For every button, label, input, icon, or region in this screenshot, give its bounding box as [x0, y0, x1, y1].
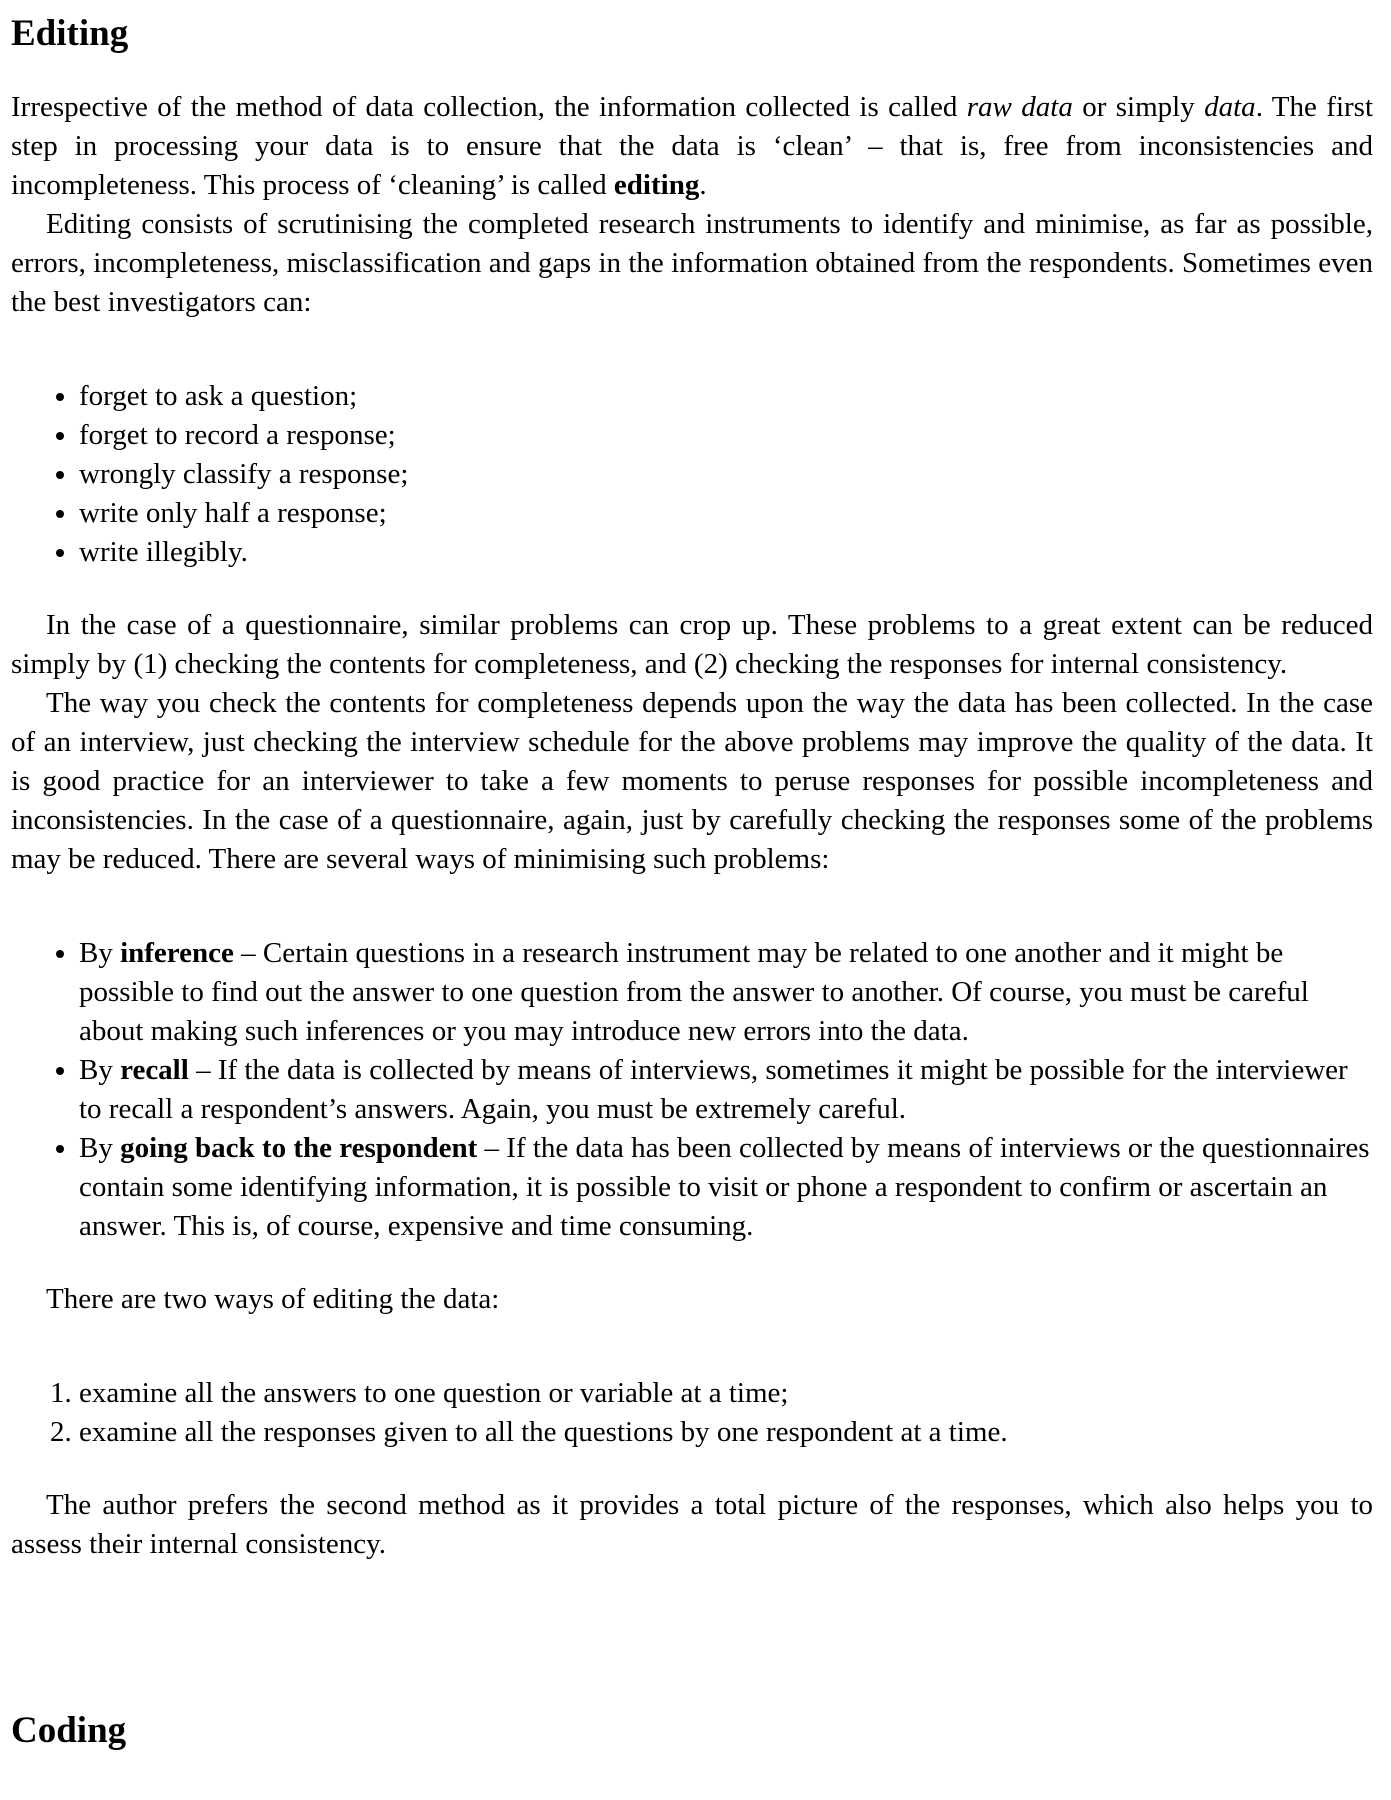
list-item: • forget to ask a question;	[79, 377, 1373, 416]
paragraph-two-ways: There are two ways of editing the data:	[46, 1283, 500, 1315]
term-data: data	[1204, 91, 1256, 123]
paragraph-raw-data	[11, 88, 1373, 205]
text: or simply	[1072, 91, 1205, 123]
term: recall	[120, 1054, 189, 1086]
problems-list	[11, 377, 1373, 572]
term-raw-data: raw data	[966, 91, 1073, 123]
text: – If the data has been collected by means of interviews or the questionnaires contain some identifying information, it is possible to visit or phone a respondent to confirm or ascertain an answer. This is, of course, expensive and time consuming.	[79, 1132, 1370, 1242]
list-item: • wrongly classify a response;	[79, 455, 1373, 494]
text: .	[699, 169, 707, 201]
list-item-going-back	[79, 1129, 1373, 1246]
editing-body	[11, 88, 1373, 1564]
methods-list	[11, 934, 1373, 1246]
text: By	[79, 1132, 121, 1164]
list-item: • forget to record a response;	[79, 416, 1373, 455]
text: – Certain questions in a research instrument may be related to one another and it might be possible to find out the answer to one question from the answer to another. Of course, you must be careful about making such inferences or you may introduce new errors into the data.	[79, 937, 1309, 1047]
text: By	[79, 937, 121, 969]
list-item-inference	[79, 934, 1373, 1051]
section-heading-coding: Coding	[11, 1710, 127, 1751]
text: . The first step in processing your data is to ensure that the data is ‘clean’ – that is, free from inconsistencies and incompleteness. This process of ‘cleaning’ is called	[11, 91, 1373, 201]
paragraph-completeness: The way you check the contents for completeness depends upon the way the data has been collected. In the case of an interview, just checking the interview schedule for the above problems may improve the quality of the data. It is good practice for an interviewer to take a few moments to peruse responses for possible incompleteness and inconsistencies. In the case of a questionnaire, again, just by carefully checking the responses some of the problems may be reduced. There are several ways of minimising such problems:	[11, 687, 1373, 875]
paragraph-author-prefers: The author prefers the second method as it provides a total picture of the responses, which also helps you to assess their internal consistency.	[11, 1489, 1373, 1560]
term-editing: editing	[613, 169, 700, 201]
text: – If the data is collected by means of interviews, sometimes it might be possible for the interviewer to recall a respondent’s answers. Again, you must be extremely careful.	[79, 1054, 1348, 1125]
section-heading-editing: Editing	[11, 13, 129, 54]
list-item: 1. examine all the answers to one question or variable at a time;	[79, 1374, 1373, 1413]
term: inference	[120, 937, 234, 969]
list-item: • write illegibly.	[79, 533, 1373, 572]
list-item-recall	[79, 1051, 1373, 1129]
list-item: • write only half a response;	[79, 494, 1373, 533]
list-item: 2. examine all the responses given to all the questions by one respondent at a time.	[79, 1413, 1373, 1452]
text: By	[79, 1054, 121, 1086]
paragraph-editing-definition: Editing consists of scrutinising the completed research instruments to identify and minimise, as far as possible, errors, incompleteness, misclassification and gaps in the information obtained from the respondents. Sometimes even the best investigators can:	[11, 208, 1373, 318]
term: going back to the respondent	[120, 1132, 478, 1164]
text: Irrespective of the method of data collection, the information collected is called	[11, 91, 967, 123]
ways-list	[11, 1374, 1373, 1452]
paragraph-questionnaire: In the case of a questionnaire, similar problems can crop up. These problems to a great extent can be reduced simply by (1) checking the contents for completeness, and (2) checking the responses for internal consistency.	[11, 609, 1373, 680]
